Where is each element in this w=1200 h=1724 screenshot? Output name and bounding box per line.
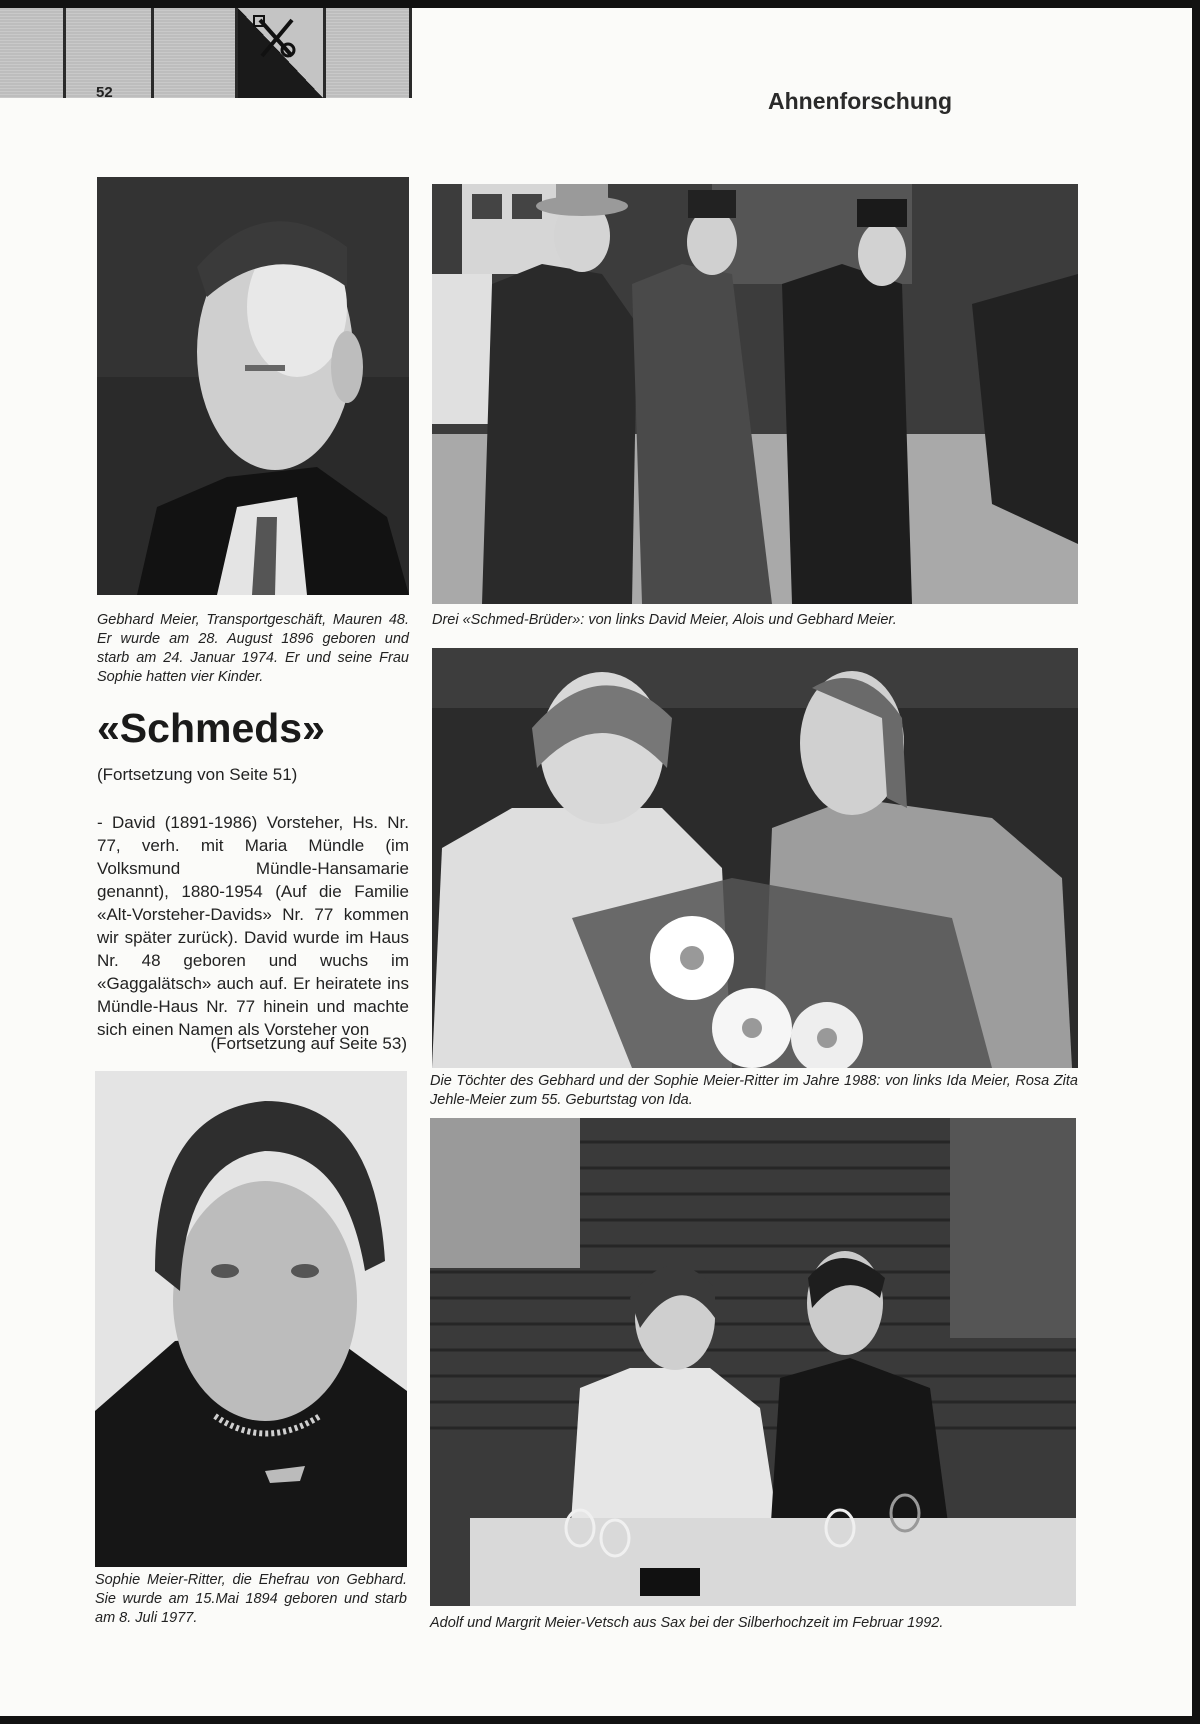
caption-brothers: Drei «Schmed-Brüder»: von links David Meier, Alois und Gebhard Meier.: [432, 612, 897, 628]
photo-three-brothers: [432, 184, 1078, 604]
header-band: [0, 8, 412, 98]
scan-edge-right: [1192, 0, 1200, 1724]
photo-daughters: [432, 648, 1078, 1068]
continued-to: (Fortsetzung auf Seite 53): [210, 1034, 407, 1053]
crossed-tools-crest-icon: [246, 12, 306, 64]
photo-silver-wedding: [430, 1118, 1076, 1606]
page-number: 52: [96, 84, 113, 101]
scan-edge-bottom: [0, 1716, 1200, 1724]
photo-sophie-portrait: [95, 1071, 407, 1567]
article-body: - David (1891-1986) Vorsteher, Hs. Nr. 77, verh. mit Maria Mündle (im Volksmund Mündle-Hansamarie genannt), 1880-1954 (Auf die Familie «Alt-Vorsteher-Davids» Nr. 77 kommen wir später zurück). David wurde im Haus Nr. 48 geboren und wuchs im «Gaggalätsch» auch auf. Er heiratete ins Mündle-Haus Nr. 77 hinein und machte sich einen Namen als Vorsteher von: [97, 813, 409, 1039]
caption-silver-wedding: Adolf und Margrit Meier-Vetsch aus Sax bei der Silberhochzeit im Februar 1992.: [430, 1615, 944, 1631]
section-title: Ahnenforschung: [768, 88, 952, 114]
photo-gebhard-portrait: [97, 177, 409, 595]
article-headline: «Schmeds»: [97, 705, 325, 751]
caption-daughters: Die Töchter des Gebhard und der Sophie Meier-Ritter im Jahre 1988: von links Ida Meier, Rosa Zita Jehle-Meier zum 55. Geburtstag von Ida.: [430, 1073, 1078, 1108]
caption-gebhard: Gebhard Meier, Transportgeschäft, Mauren 48. Er wurde am 28. August 1896 geboren und starb am 24. Januar 1974. Er und seine Frau Sophie hatten vier Kinder.: [97, 612, 409, 685]
caption-sophie: Sophie Meier-Ritter, die Ehefrau von Gebhard. Sie wurde am 15.Mai 1894 geboren und starb am 8. Juli 1977.: [95, 1572, 407, 1626]
continued-from: (Fortsetzung von Seite 51): [97, 765, 298, 784]
magazine-page: [0, 8, 1192, 1716]
